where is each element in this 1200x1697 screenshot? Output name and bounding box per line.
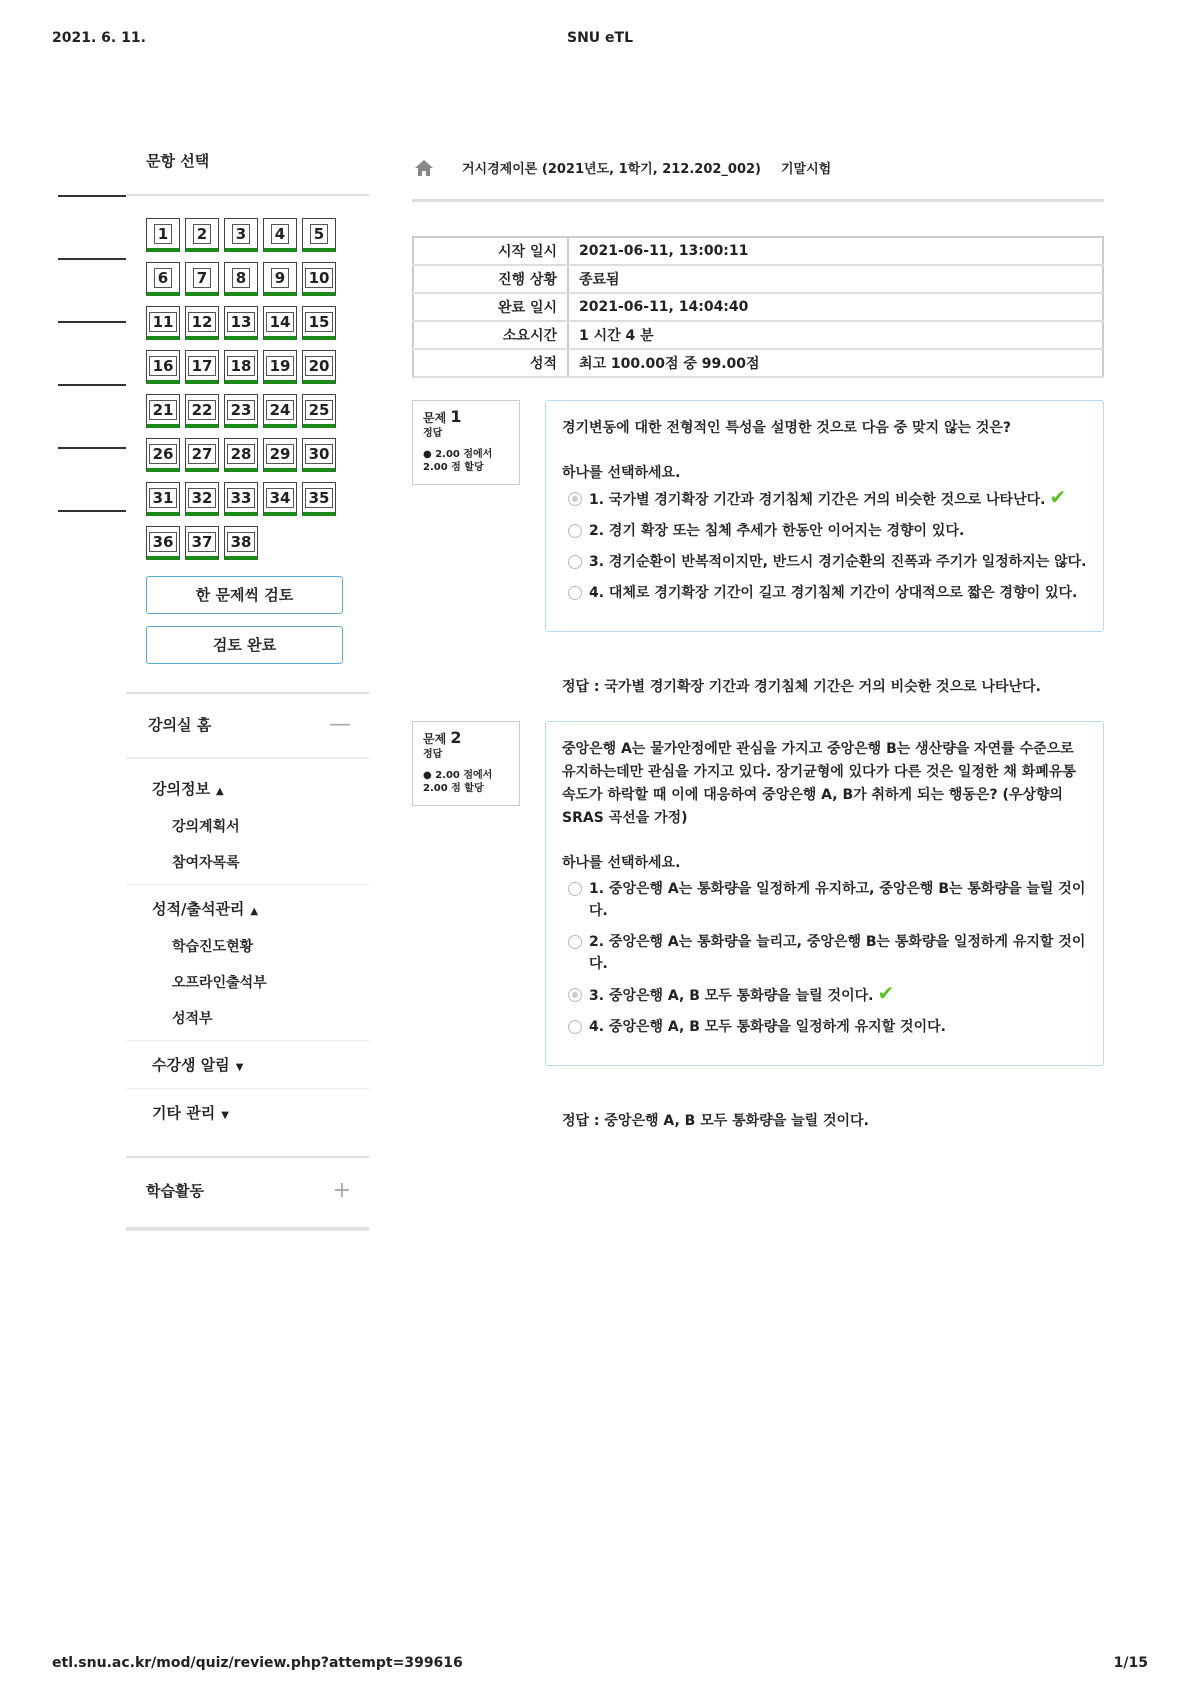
answer-text: 4. 중앙은행 A, B 모두 통화량을 일정하게 유지할 것이다. bbox=[589, 1019, 946, 1035]
question-nav-button[interactable] bbox=[224, 306, 258, 340]
question-nav-number: 22 bbox=[188, 400, 217, 420]
question-nav-button[interactable] bbox=[185, 306, 219, 340]
question-nav-button[interactable] bbox=[224, 526, 258, 560]
summary-label: 진행 상황 bbox=[413, 265, 568, 293]
answer-label bbox=[589, 551, 1087, 573]
answer-label bbox=[589, 485, 1087, 511]
question-nav-number: 2 bbox=[193, 224, 211, 244]
question-nav-button[interactable] bbox=[263, 218, 297, 252]
question-marks bbox=[423, 769, 511, 795]
question-nav-number: 27 bbox=[188, 444, 217, 464]
question-nav-number: 3 bbox=[232, 224, 250, 244]
question-nav-button[interactable] bbox=[185, 262, 219, 296]
summary-value: 1 시간 4 분 bbox=[568, 321, 1103, 349]
answer-option[interactable] bbox=[562, 981, 1087, 1007]
answer-text: 1. 국가별 경기확장 기간과 경기침체 기간은 거의 비슷한 것으로 나타난다. bbox=[589, 492, 1046, 508]
menu-divider bbox=[126, 1088, 369, 1089]
learning-activity-header[interactable] bbox=[126, 1158, 369, 1227]
menu-item[interactable]: 학습진도현황 bbox=[172, 939, 254, 955]
question-nav-button[interactable] bbox=[263, 482, 297, 516]
question-nav-number: 13 bbox=[227, 312, 256, 332]
answer-label bbox=[589, 981, 1087, 1007]
answer-label bbox=[589, 582, 1087, 604]
question-nav-number: 20 bbox=[305, 356, 334, 376]
answer-text: 2. 경기 확장 또는 침체 추세가 한동안 이어지는 경향이 있다. bbox=[589, 523, 965, 539]
print-date: 2021. 6. 11. bbox=[52, 30, 146, 46]
menu-divider bbox=[126, 1040, 369, 1041]
summary-value: 2021-06-11, 14:04:40 bbox=[568, 293, 1103, 321]
summary-row bbox=[413, 293, 1103, 321]
question-label: 문제 bbox=[423, 411, 447, 425]
question-nav-button[interactable] bbox=[302, 262, 336, 296]
answer-label bbox=[589, 931, 1087, 975]
question-nav-button[interactable] bbox=[185, 482, 219, 516]
menu-group-label: 성적/출석관리 bbox=[152, 900, 245, 918]
question-nav-button[interactable] bbox=[263, 394, 297, 428]
question-nav-number: 14 bbox=[266, 312, 295, 332]
answer-list bbox=[562, 485, 1087, 604]
answer-option[interactable] bbox=[562, 878, 1087, 922]
menu-group-label: 기타 관리 bbox=[152, 1104, 216, 1122]
answer-option[interactable] bbox=[562, 582, 1087, 604]
answer-text: 1. 중앙은행 A는 통화량을 일정하게 유지하고, 중앙은행 B는 통화량을 늘릴 것이다. bbox=[589, 881, 1086, 919]
breadcrumb-quiz[interactable]: 기말시험 bbox=[781, 162, 832, 177]
answer-radio[interactable] bbox=[568, 935, 582, 949]
question-nav-number: 29 bbox=[266, 444, 295, 464]
margin-marks bbox=[58, 195, 126, 573]
question-nav-number: 7 bbox=[193, 268, 211, 288]
learning-activity-block bbox=[126, 1156, 369, 1231]
summary-row bbox=[413, 321, 1103, 349]
menu-group-label: 수강생 알림 bbox=[152, 1056, 230, 1074]
question-state: 정답 bbox=[423, 428, 443, 439]
question-nav-number: 18 bbox=[227, 356, 256, 376]
answer-radio[interactable] bbox=[568, 524, 582, 538]
question-info bbox=[412, 400, 520, 485]
question-nav-button[interactable] bbox=[302, 438, 336, 472]
answer-prompt: 하나를 선택하세요. bbox=[562, 465, 681, 481]
question-nav-button[interactable] bbox=[263, 438, 297, 472]
course-home-header[interactable] bbox=[126, 694, 369, 759]
question-nav-grid bbox=[126, 196, 369, 560]
question-nav-number: 5 bbox=[310, 224, 328, 244]
answer-radio[interactable] bbox=[568, 586, 582, 600]
question-number-value: 2 bbox=[450, 728, 462, 747]
summary-label: 소요시간 bbox=[413, 321, 568, 349]
question-nav-number: 31 bbox=[149, 488, 178, 508]
question-nav-button[interactable] bbox=[185, 394, 219, 428]
answer-label bbox=[589, 520, 1087, 542]
question-nav-button[interactable] bbox=[263, 350, 297, 384]
question-nav-number: 26 bbox=[149, 444, 178, 464]
question-nav-button[interactable] bbox=[146, 394, 180, 428]
quiz-nav-title: 문항 선택 bbox=[126, 150, 369, 196]
menu-divider bbox=[126, 884, 369, 885]
question-nav-number: 12 bbox=[188, 312, 217, 332]
question-nav-button[interactable] bbox=[302, 350, 336, 384]
question-nav-button[interactable] bbox=[302, 482, 336, 516]
questions-container bbox=[412, 400, 1104, 1133]
question-nav-number: 17 bbox=[188, 356, 217, 376]
question-text: 경기변동에 대한 전형적인 특성을 설명한 것으로 다음 중 맞지 않는 것은? bbox=[562, 420, 1012, 436]
answer-label bbox=[589, 1016, 1087, 1038]
question-nav-number: 35 bbox=[305, 488, 334, 508]
marks-line: ● 2.00 점에서 bbox=[423, 449, 493, 460]
question bbox=[412, 721, 1104, 1133]
menu-item[interactable]: 강의계획서 bbox=[172, 819, 240, 835]
question-nav-button[interactable] bbox=[146, 482, 180, 516]
question-nav-button[interactable] bbox=[146, 438, 180, 472]
question-nav-button[interactable] bbox=[146, 306, 180, 340]
answer-radio[interactable] bbox=[568, 882, 582, 896]
question-number bbox=[423, 409, 511, 426]
answer-option[interactable] bbox=[562, 1016, 1087, 1038]
question-nav-button[interactable] bbox=[146, 526, 180, 560]
breadcrumb-course[interactable]: 거시경제이론 (2021년도, 1학기, 212.202_002) bbox=[462, 162, 761, 177]
question-number bbox=[423, 730, 511, 747]
answer-option[interactable] bbox=[562, 551, 1087, 573]
question-nav-number: 28 bbox=[227, 444, 256, 464]
question-marks bbox=[423, 448, 511, 474]
question-nav-button[interactable] bbox=[185, 218, 219, 252]
learning-activity-title: 학습활동 bbox=[146, 1182, 204, 1200]
menu-group[interactable] bbox=[126, 769, 369, 808]
summary-label: 완료 일시 bbox=[413, 293, 568, 321]
answer-radio[interactable] bbox=[568, 492, 582, 506]
answer-list bbox=[562, 878, 1087, 1038]
expand-icon[interactable]: + bbox=[332, 1177, 351, 1203]
course-home-block bbox=[126, 692, 369, 1132]
summary-value: 2021-06-11, 13:00:11 bbox=[568, 237, 1103, 265]
question-nav-number: 38 bbox=[227, 532, 256, 552]
answer-text: 3. 중앙은행 A, B 모두 통화량을 늘릴 것이다. bbox=[589, 988, 874, 1004]
question-nav-button[interactable] bbox=[302, 306, 336, 340]
caret-down-icon: ▼ bbox=[221, 1110, 229, 1121]
question-nav-number: 36 bbox=[149, 532, 178, 552]
answer-option[interactable] bbox=[562, 520, 1087, 542]
summary-value: 종료됨 bbox=[568, 265, 1103, 293]
answer-text: 3. 경기순환이 반복적이지만, 반드시 경기순환의 진폭과 주기가 일정하지는 않다. bbox=[589, 554, 1087, 570]
menu-group-label: 강의정보 bbox=[152, 780, 210, 798]
question-nav-button[interactable] bbox=[224, 438, 258, 472]
marks-line: ● 2.00 점에서 bbox=[423, 770, 493, 781]
marks-line: 2.00 점 할당 bbox=[423, 462, 484, 473]
question-nav-number: 19 bbox=[266, 356, 295, 376]
menu-group[interactable] bbox=[126, 889, 369, 928]
summary-row bbox=[413, 349, 1103, 377]
course-menu bbox=[126, 759, 369, 1132]
answer-prompt: 하나를 선택하세요. bbox=[562, 855, 681, 871]
answer-text: 4. 대체로 경기확장 기간이 길고 경기침체 기간이 상대적으로 짧은 경향이 있다. bbox=[589, 585, 1078, 601]
question-nav-button[interactable] bbox=[263, 262, 297, 296]
question-nav-number: 34 bbox=[266, 488, 295, 508]
question-nav-number: 33 bbox=[227, 488, 256, 508]
answer-radio[interactable] bbox=[568, 555, 582, 569]
caret-up-icon: ▲ bbox=[250, 906, 259, 917]
question-number-value: 1 bbox=[450, 407, 462, 426]
menu-item[interactable]: 오프라인출석부 bbox=[172, 975, 267, 991]
question-nav-number: 4 bbox=[271, 224, 289, 244]
question-nav-button[interactable] bbox=[224, 218, 258, 252]
show-one-page-button[interactable]: 한 문제씩 검토 bbox=[146, 576, 343, 614]
question-nav-number: 10 bbox=[305, 268, 334, 288]
answer-radio[interactable] bbox=[568, 1020, 582, 1034]
question-nav-button[interactable] bbox=[224, 482, 258, 516]
question-nav-number: 8 bbox=[232, 268, 250, 288]
question-nav-button[interactable] bbox=[263, 306, 297, 340]
question-nav-number: 21 bbox=[149, 400, 178, 420]
question-nav-number: 25 bbox=[305, 400, 334, 420]
finish-review-button[interactable]: 검토 완료 bbox=[146, 626, 343, 664]
question-nav-number: 9 bbox=[271, 268, 289, 288]
menu-item[interactable]: 참여자목록 bbox=[172, 855, 240, 871]
caret-up-icon: ▲ bbox=[215, 786, 224, 797]
answer-option[interactable] bbox=[562, 485, 1087, 511]
answer-radio[interactable] bbox=[568, 988, 582, 1002]
question-nav-number: 11 bbox=[149, 312, 178, 332]
question-nav-button[interactable] bbox=[185, 526, 219, 560]
question-nav-number: 32 bbox=[188, 488, 217, 508]
sidebar bbox=[126, 150, 369, 1231]
summary-label: 성적 bbox=[413, 349, 568, 377]
attempt-summary-table bbox=[412, 236, 1104, 378]
correct-check-icon: ✔ bbox=[1049, 485, 1067, 509]
question-info bbox=[412, 721, 520, 806]
question-nav-button[interactable] bbox=[146, 262, 180, 296]
question-nav-button[interactable] bbox=[185, 438, 219, 472]
print-page-number: 1/15 bbox=[1113, 1655, 1148, 1671]
home-icon[interactable] bbox=[414, 159, 434, 177]
question-nav-number: 16 bbox=[149, 356, 178, 376]
summary-row bbox=[413, 237, 1103, 265]
question-state: 정답 bbox=[423, 749, 443, 760]
correct-check-icon: ✔ bbox=[877, 981, 895, 1005]
breadcrumb bbox=[412, 150, 1104, 202]
caret-down-icon: ▼ bbox=[235, 1062, 244, 1073]
right-answer: 정답 : 중앙은행 A, B 모두 통화량을 늘릴 것이다. bbox=[562, 1113, 869, 1129]
course-home-title: 강의실 홈 bbox=[148, 716, 212, 734]
question-nav-number: 1 bbox=[154, 224, 172, 244]
summary-value: 최고 100.00점 중 99.00점 bbox=[568, 349, 1103, 377]
question-nav-number: 23 bbox=[227, 400, 256, 420]
question-text: 중앙은행 A는 물가안정에만 관심을 가지고 중앙은행 B는 생산량을 자연률 수준으로 유지하는데만 관심을 가지고 있다. 장기균형에 있다가 다른 것은 일정한 채 화폐유통속도가 하락할 때 이에 대응하여 중앙은행 A, B가 취하게 되는 행동은? (우상향의 SRAS 곡선을 가정) bbox=[562, 741, 1076, 826]
question-nav-number: 15 bbox=[305, 312, 334, 332]
answer-label bbox=[589, 878, 1087, 922]
marks-line: 2.00 점 할당 bbox=[423, 783, 484, 794]
menu-group[interactable] bbox=[126, 1045, 369, 1084]
main-content bbox=[412, 150, 1104, 1133]
question-content bbox=[545, 721, 1104, 1066]
answer-option[interactable] bbox=[562, 931, 1087, 975]
collapse-icon[interactable]: — bbox=[329, 711, 351, 737]
question-nav-button[interactable] bbox=[224, 262, 258, 296]
question-nav-number: 24 bbox=[266, 400, 295, 420]
question bbox=[412, 400, 1104, 699]
question-nav-button[interactable] bbox=[146, 218, 180, 252]
right-answer: 정답 : 국가별 경기확장 기간과 경기침체 기간은 거의 비슷한 것으로 나타난다. bbox=[562, 679, 1041, 695]
summary-row bbox=[413, 265, 1103, 293]
question-nav-button[interactable] bbox=[146, 350, 180, 384]
question-label: 문제 bbox=[423, 732, 447, 746]
question-nav-number: 30 bbox=[305, 444, 334, 464]
question-content bbox=[545, 400, 1104, 632]
question-nav-number: 37 bbox=[188, 532, 217, 552]
question-nav-button[interactable] bbox=[185, 350, 219, 384]
menu-group[interactable] bbox=[126, 1093, 369, 1132]
print-url: etl.snu.ac.kr/mod/quiz/review.php?attempt=399616 bbox=[52, 1655, 463, 1671]
question-nav-button[interactable] bbox=[224, 350, 258, 384]
summary-label: 시작 일시 bbox=[413, 237, 568, 265]
question-nav-button[interactable] bbox=[302, 218, 336, 252]
question-nav-button[interactable] bbox=[302, 394, 336, 428]
question-nav-number: 6 bbox=[154, 268, 172, 288]
answer-text: 2. 중앙은행 A는 통화량을 늘리고, 중앙은행 B는 통화량을 일정하게 유지할 것이다. bbox=[589, 934, 1086, 972]
menu-item[interactable]: 성적부 bbox=[172, 1011, 213, 1027]
print-title: SNU eTL bbox=[566, 30, 633, 46]
question-nav-button[interactable] bbox=[224, 394, 258, 428]
